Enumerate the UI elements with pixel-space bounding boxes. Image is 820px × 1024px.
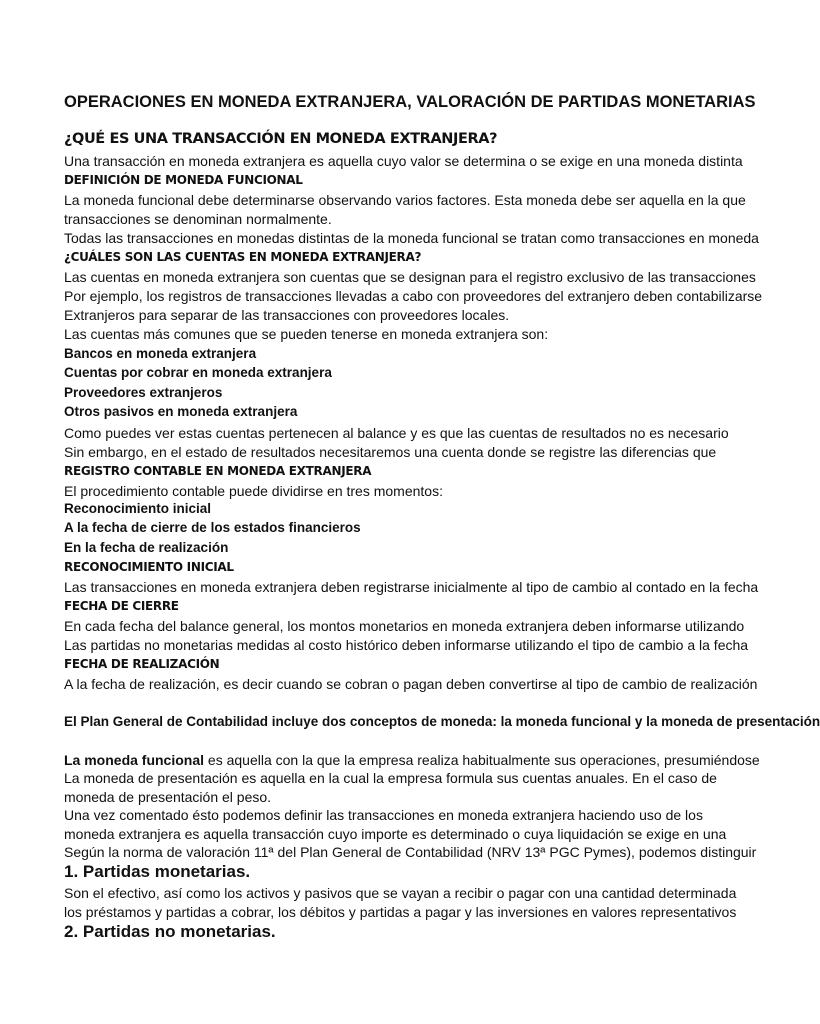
paragraph-line: Sin embargo, en el estado de resultados necesitaremos una cuenta donde se registre las diferencias que [64,444,717,460]
paragraph-line: Una vez comentado ésto podemos definir las transacciones en moneda extranjera haciendo uso de los [64,807,703,823]
heading-registro: REGISTRO CONTABLE EN MONEDA EXTRANJERA [64,464,372,478]
paragraph-line: Las transacciones en moneda extranjera deben registrarse inicialmente al tipo de cambio al contado en la fecha [64,579,759,595]
paragraph-line: A la fecha de realización, es decir cuando se cobran o pagan deben convertirse al tipo de cambio de realización [64,676,758,692]
paragraph-line: moneda extranjera es aquella transacción cuyo importe es determinado o cuya liquidación se exige en una [64,826,727,842]
account-item: Proveedores extranjeros [64,385,223,400]
heading-fecha-realizacion: FECHA DE REALIZACIÓN [64,657,220,671]
section-heading-partidas-monetarias: 1. Partidas monetarias. [64,862,251,881]
heading-reconocimiento: RECONOCIMIENTO INICIAL [64,560,234,574]
account-item: Otros pasivos en moneda extranjera [64,404,298,419]
paragraph-line [64,751,760,769]
moment-item: A la fecha de cierre de los estados financieros [64,520,361,535]
plan-heading: El Plan General de Contabilidad incluye dos conceptos de moneda: la moneda funcional y la moneda de presentación [64,714,820,729]
paragraph-line: Todas las transacciones en monedas distintas de la moneda funcional se tratan como transacciones en moneda [64,230,759,246]
heading-que-es: ¿QUÉ ES UNA TRANSACCIÓN EN MONEDA EXTRANJERA? [64,131,498,147]
account-item: Cuentas por cobrar en moneda extranjera [64,365,332,380]
document-title: OPERACIONES EN MONEDA EXTRANJERA, VALORACIÓN DE PARTIDAS MONETARIAS [64,93,756,111]
section-heading-partidas-no-monetarias: 2. Partidas no monetarias. [64,922,276,941]
paragraph-line: Las cuentas más comunes que se pueden tenerse en moneda extranjera son: [64,326,549,342]
paragraph-line: moneda de presentación el peso. [64,789,272,805]
heading-cuentas: ¿CUÁLES SON LAS CUENTAS EN MONEDA EXTRANJERA? [64,250,422,264]
paragraph-line: La moneda de presentación es aquella en la cual la empresa formula sus cuentas anuales. En el caso de [64,770,717,786]
paragraph-line: Una transacción en moneda extranjera es aquella cuyo valor se determina o se exige en una moneda distinta [64,153,743,169]
paragraph-line: Las partidas no monetarias medidas al costo histórico deben informarse utilizando el tipo de cambio a la fecha [64,637,749,653]
paragraph-line: Como puedes ver estas cuentas pertenecen al balance y es que las cuentas de resultados no es necesario [64,425,729,441]
moneda-funcional-text: es aquella con la que la empresa realiza habitualmente sus operaciones, presumiéndose [204,752,760,768]
heading-definicion: DEFINICIÓN DE MONEDA FUNCIONAL [64,173,303,187]
paragraph-line: los préstamos y partidas a cobrar, los débitos y partidas a pagar y las inversiones en valores representativos [64,904,737,920]
paragraph-line: transacciones se denominan normalmente. [64,211,332,227]
paragraph-line: Extranjeros para separar de las transacciones con proveedores locales. [64,307,510,323]
document-content [64,0,820,1024]
paragraph-line: Según la norma de valoración 11ª del Plan General de Contabilidad (NRV 13ª PGC Pymes), podemos distinguir [64,844,757,860]
paragraph-line: El procedimiento contable puede dividirse en tres momentos: [64,483,443,499]
moment-item: Reconocimiento inicial [64,501,212,516]
heading-fecha-cierre: FECHA DE CIERRE [64,599,179,613]
moment-item: En la fecha de realización [64,540,229,555]
paragraph-line: Son el efectivo, así como los activos y pasivos que se vayan a recibir o pagar con una cantidad determinada [64,885,737,901]
paragraph-line: Por ejemplo, los registros de transacciones llevadas a cabo con proveedores del extranjero deben contabilizarse [64,288,763,304]
account-item: Bancos en moneda extranjera [64,346,257,361]
paragraph-line: La moneda funcional debe determinarse observando varios factores. Esta moneda debe ser aquella en la que [64,192,746,208]
moneda-funcional-term: La moneda funcional [64,752,205,768]
paragraph-line: Las cuentas en moneda extranjera son cuentas que se designan para el registro exclusivo de las transacciones [64,269,756,285]
paragraph-line: En cada fecha del balance general, los montos monetarios en moneda extranjera deben informarse utilizando [64,618,745,634]
